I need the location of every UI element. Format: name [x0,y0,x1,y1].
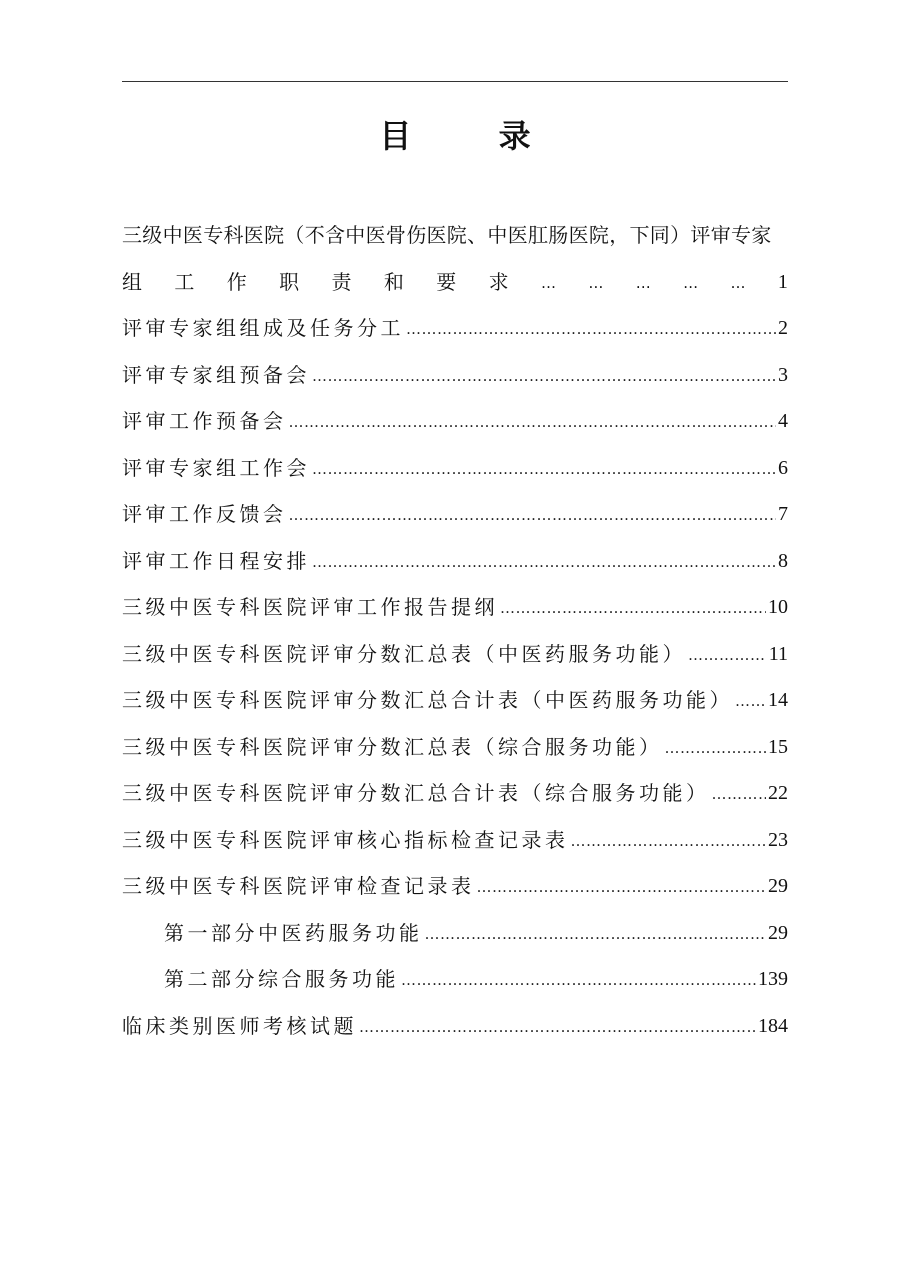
header-rule [122,81,788,82]
toc-entry-1-char: 和 [383,270,404,294]
toc-page-number: 10 [768,596,788,618]
toc-entry[interactable] [122,824,788,854]
toc-leader [359,1014,756,1040]
toc-entry[interactable] [122,777,788,807]
toc-subentry[interactable] [164,917,788,947]
toc-entry-label: 三级中医专科医院评审核心指标检查记录表 [122,828,569,852]
toc-leader [312,363,776,389]
toc-leader: … [541,274,556,292]
toc-page-number: 29 [768,922,788,944]
toc-entry-label: 评审专家组组成及任务分工 [122,316,404,340]
toc-entry-label: 评审工作反馈会 [122,502,287,526]
toc-subentry[interactable] [164,963,788,993]
toc-entry-label: 评审工作日程安排 [122,549,310,573]
toc-page-number: 8 [778,550,788,572]
toc-leader [289,409,777,435]
toc-entry[interactable] [122,359,788,389]
toc-entry[interactable] [122,312,788,342]
toc-leader [401,967,756,993]
toc-page-number: 3 [778,364,788,386]
toc-page-number: 1 [777,271,788,293]
toc-entry[interactable] [122,452,788,482]
toc-entry-label: 三级中医专科医院评审分数汇总合计表（综合服务功能） [122,781,710,805]
toc-entry[interactable] [122,405,788,435]
toc-entry-label: 三级中医专科医院评审分数汇总表（综合服务功能） [122,735,663,759]
toc-leader [665,735,767,761]
toc-entry-label: 评审专家组预备会 [122,363,310,387]
toc-entry-1-char: 工 [174,270,195,294]
toc-page-number: 23 [768,829,788,851]
toc-entry[interactable] [122,591,788,621]
toc-leader [688,642,767,668]
toc-entry[interactable] [122,731,788,761]
toc-entry-label: 三级中医专科医院评审分数汇总表（中医药服务功能） [122,642,686,666]
toc-page-number: 29 [768,875,788,897]
toc-entry[interactable] [122,1010,788,1040]
toc-entry[interactable] [122,684,788,714]
toc-entry-label: 三级中医专科医院评审分数汇总合计表（中医药服务功能） [122,688,733,712]
toc-entry-label: 第二部分综合服务功能 [164,967,399,991]
toc-page-number: 7 [778,503,788,525]
toc-entry[interactable] [122,870,788,900]
toc-entry-1-char: 求 [488,270,509,294]
toc-leader [735,688,766,714]
toc-entry-1-char: 作 [226,270,247,294]
toc-entry-label: 评审工作预备会 [122,409,287,433]
toc-entry-1-char: 要 [436,270,457,294]
toc-leader: … [683,274,699,292]
toc-entry-1-char: 职 [279,270,300,294]
toc-entry-label: 三级中医专科医院评审检查记录表 [122,874,475,898]
toc-leader: … [635,274,651,292]
toc-leader [425,921,767,947]
toc-entry-1-line2[interactable] [122,266,788,296]
toc-page-number: 2 [778,317,788,339]
toc-page-number: 4 [778,410,788,432]
toc-page-number: 22 [768,782,788,804]
toc-entry-label: 三级中医专科医院评审工作报告提纲 [122,595,498,619]
toc-leader [406,316,776,342]
page-title: 目 录 [379,117,569,155]
toc-entry-1-line1[interactable]: 三级中医专科医院（不含中医骨伤医院、中医肛肠医院，下同）评审专家 [122,223,772,247]
toc-leader: … [730,274,746,292]
toc-entry-label: 评审专家组工作会 [122,456,310,480]
toc-leader: … [588,274,604,292]
toc-leader [712,781,767,807]
toc-entry[interactable] [122,498,788,528]
toc-page-number: 14 [768,689,788,711]
toc-page-number: 15 [768,736,788,758]
toc-entry-label: 第一部分中医药服务功能 [164,921,423,945]
toc-leader [477,874,767,900]
toc-page-number: 139 [758,968,788,990]
toc-entry[interactable] [122,638,788,668]
toc-entry-1-char: 组 [122,270,142,294]
toc-entry[interactable] [122,545,788,575]
toc-leader [312,549,776,575]
toc-leader [289,502,777,528]
toc-leader [571,828,767,854]
toc-leader [500,595,766,621]
toc-page-number: 6 [778,457,788,479]
toc-leader [312,456,776,482]
toc-page-number: 11 [768,643,788,665]
toc-entry-1-char: 责 [331,270,352,294]
toc-entry-label: 临床类别医师考核试题 [122,1014,357,1038]
toc-page-number: 184 [758,1015,788,1037]
